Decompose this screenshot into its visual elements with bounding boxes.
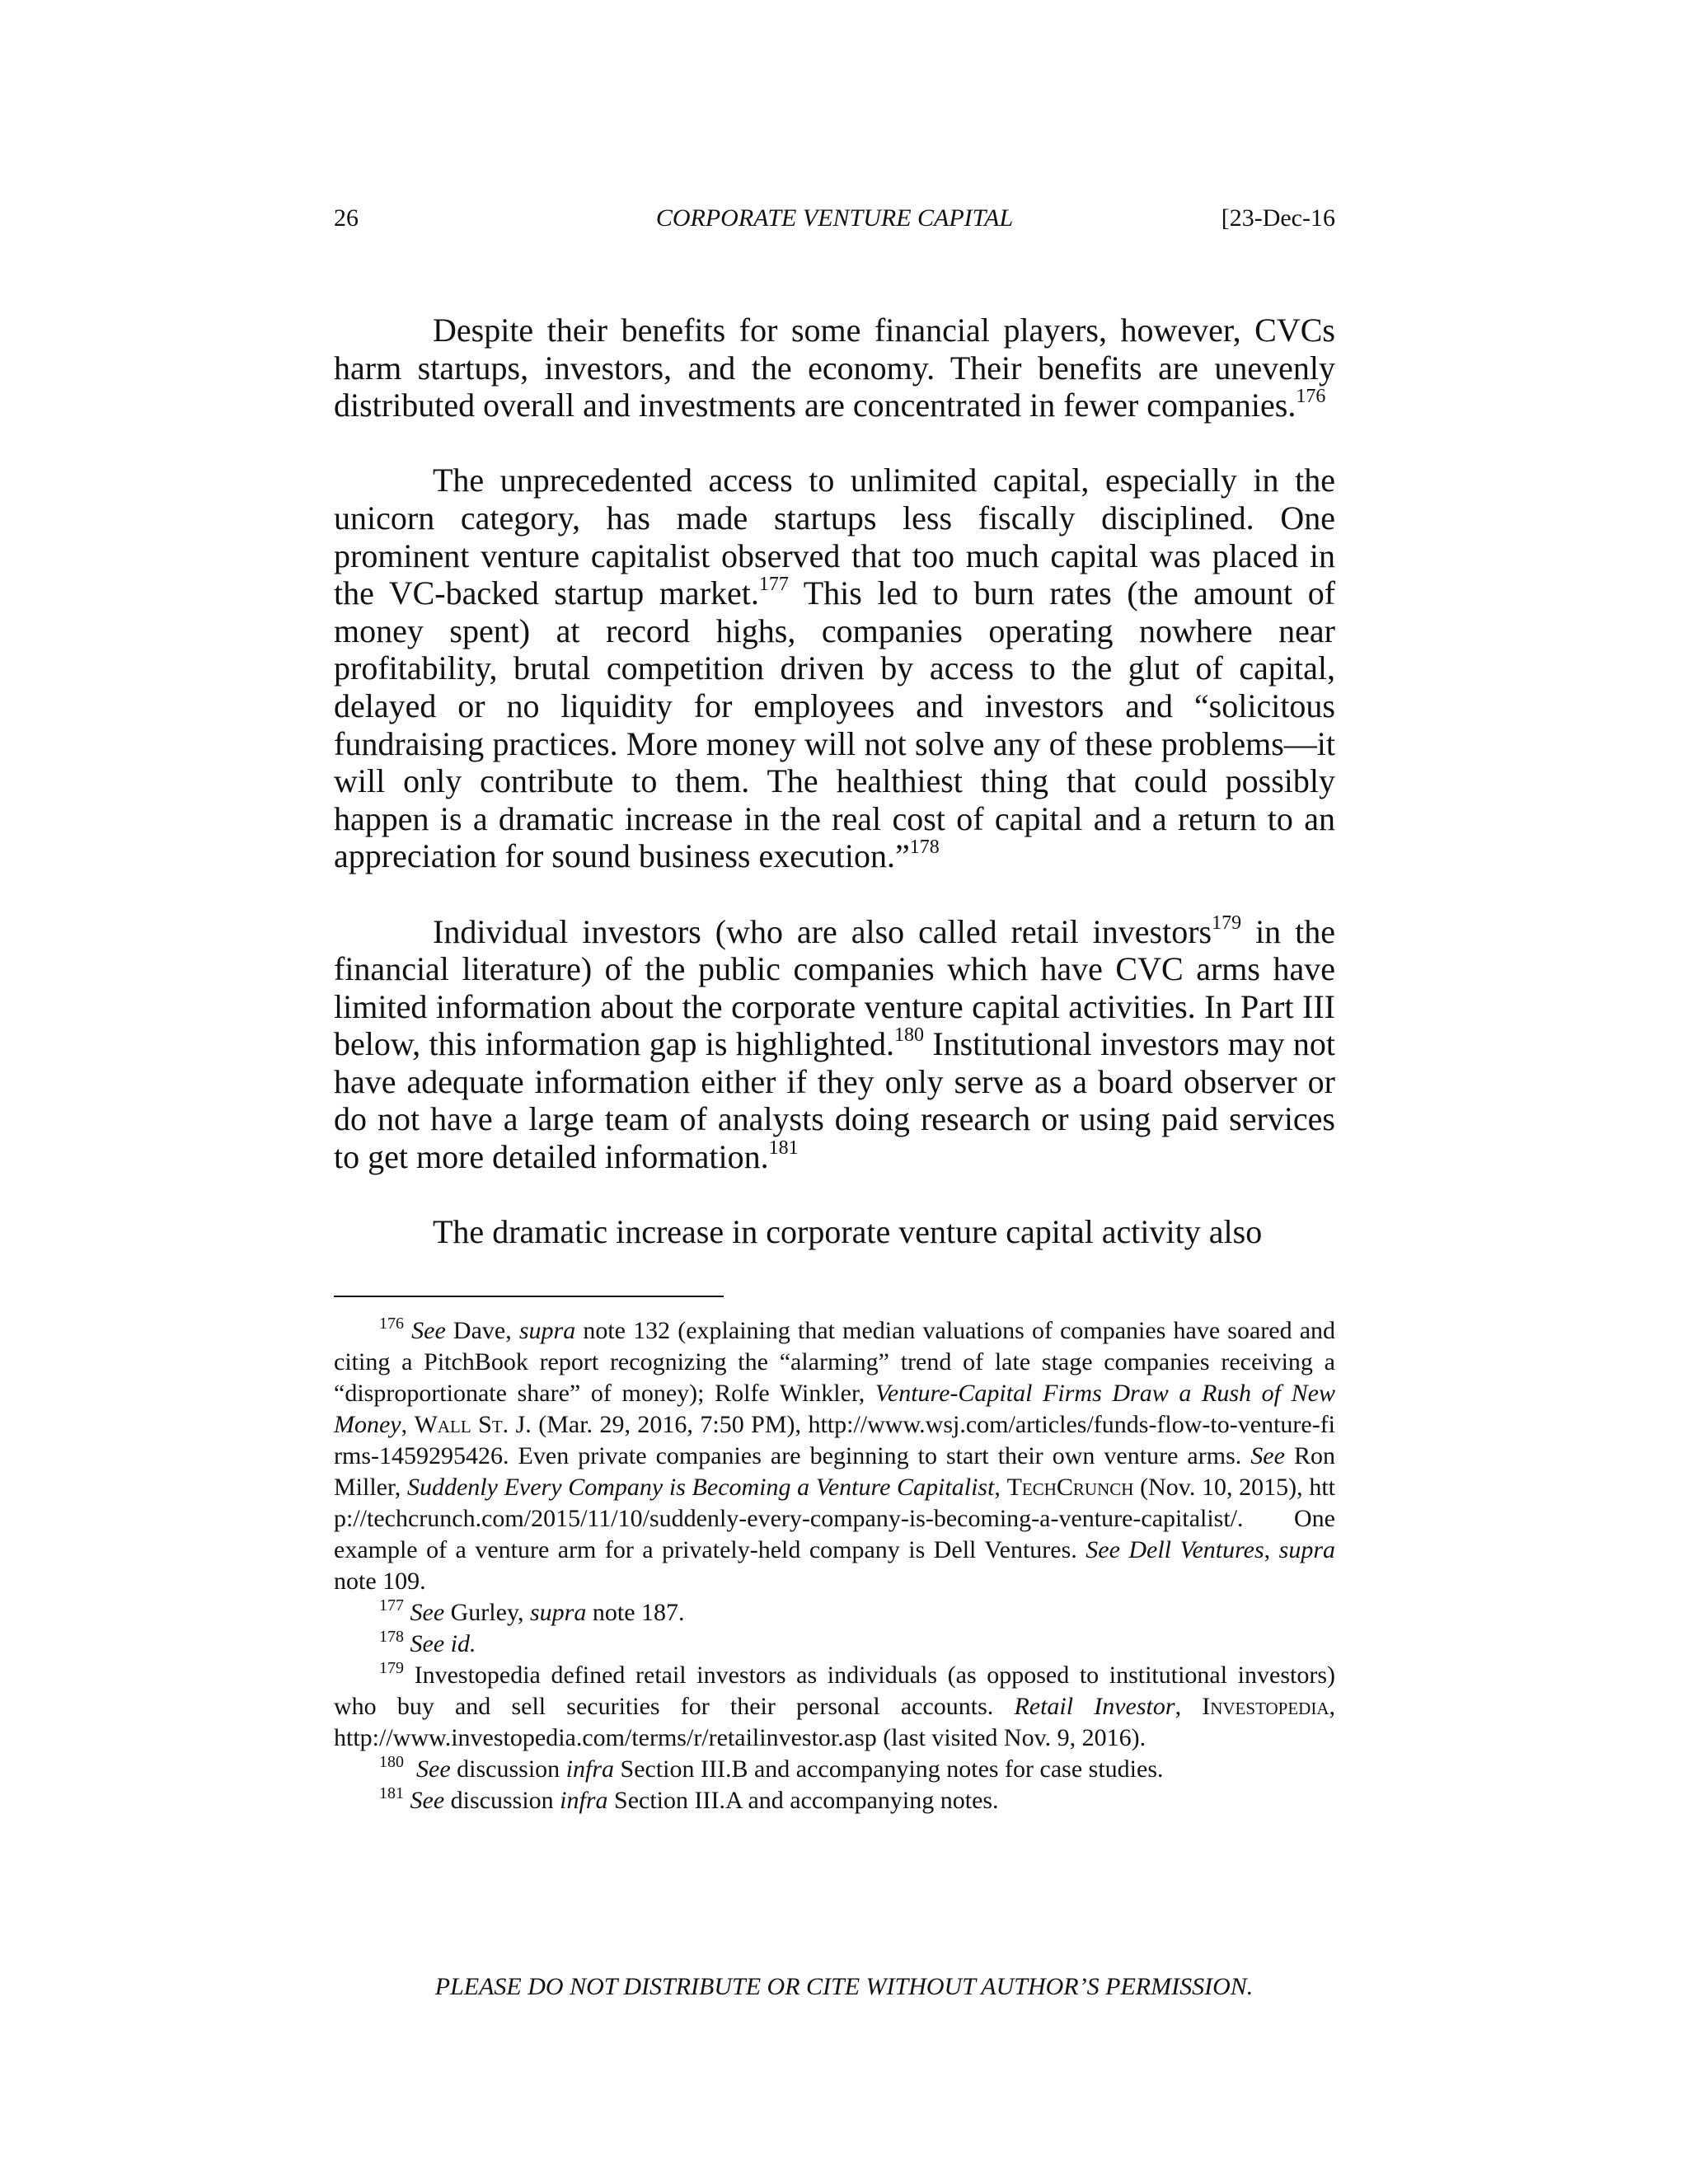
distribution-notice: PLEASE DO NOT DISTRIBUTE OR CITE WITHOUT AUTHOR’S PERMISSION. [434,1973,1254,2000]
paragraph: Despite their benefits for some financial players, however, CVCs harm startups, investors, and the economy. Their benefits are unevenly distributed overall and investments are concentrated in fewer companies.$^{176}$ [334,312,1335,424]
footnote-ref[interactable]: 180 [894,1024,925,1047]
running-head [334,204,1335,237]
footnote-ref[interactable]: 177 [758,574,789,596]
page-number: 26 [334,204,359,232]
main-text [334,312,1335,1288]
footnote: $^{176}$ See Dave, supra note 132 (explaining that median valuations of companies have soared and citing a PitchBook report recognizing the “alarming” trend of late stage companies receiving a “disproportionate share” of money); Rolfe Winkler, Venture-Capital Firms Draw a Rush of New Money, Wall St. J. (Mar. 29, 2016, 7:50 PM), http://www.wsj.com/articles/funds-flow-to-venture-firms-1459295426. Even private companies are beginning to start their own venture arms. See Ron Miller, Suddenly Every Company is Becoming a Venture Capitalist, TechCrunch (Nov. 10, 2015), http://techcrunch.com/2015/11/10/suddenly-every-company-is-becoming-a-venture-capitalist/. One example of a venture arm for a privately-held company is Dell Ventures. See Dell Ventures, supra note 109. [334,1315,1336,1595]
footnotes [334,1315,1335,1816]
footnote-ref[interactable]: 178 [909,837,940,859]
running-title: CORPORATE VENTURE CAPITAL [655,204,1014,232]
draft-date: [23-Dec-16 [1221,204,1335,232]
paragraph: The unprecedented access to unlimited capital, especially in the unicorn category, has made startups less fiscally disciplined. One prominent venture capitalist observed that too much capital was placed in the VC-backed startup market.$^{177}$ This led to burn rates (the amount of money spent) at record highs, companies operating nowhere near profitability, brutal competition driven by access to the glut of capital, delayed or no liquidity for employees and investors and “solicitous fundraising practices. More money will not solve any of these problems—it will only contribute to them. The healthiest thing that could possibly happen is a dramatic increase in the real cost of capital and a return to an appreciation for sound business execution.”$^{178}$ [334,462,1336,875]
citation-link[interactable]: http://www.wsj.com/articles/funds-flow-to-venture-firms-1459295426. [334,1411,1336,1469]
paragraph: Individual investors (who are also called retail investors$^{179}$ in the financial literature) of the public companies which have CVC arms have limited information about the corporate venture capital activities. In Part III below, this information gap is highlighted.$^{180}$ Institutional investors may not have adequate information either if they only serve as a board observer or do not have a large team of analysts doing research or using paid services to get more detailed information.$^{181}$ [334,912,1336,1176]
footnote: $^{177}$ See Gurley, supra note 187. [379,1596,685,1626]
paragraph: The dramatic increase in corporate venture capital activity also [433,1213,1263,1251]
footnote: $^{178}$ See id. [379,1628,476,1657]
citation-link[interactable]: http://techcrunch.com/2015/11/10/suddenly-every-company-is-becoming-a-venture-capitalist/. [334,1474,1336,1532]
footnote: $^{179}$ Investopedia defined retail investors as individuals (as opposed to institutional investors) who buy and sell securities for their personal accounts. Retail Investor, Investopedia, http://www.investopedia.com/terms/r/retailinvestor.asp (last visited Nov. 9, 2016). [334,1659,1336,1751]
footnote-ref[interactable]: 176 [1296,386,1326,408]
footnote-ref[interactable]: 181 [768,1137,799,1160]
footnote: $^{181}$ See discussion infra Section III.A and accompanying notes. [379,1784,999,1814]
footnote-ref[interactable]: 179 [1212,912,1242,934]
footnote-divider [334,1296,724,1297]
footnote: $^{180}$ See discussion infra Section III.B and accompanying notes for case studies. [379,1753,1164,1783]
